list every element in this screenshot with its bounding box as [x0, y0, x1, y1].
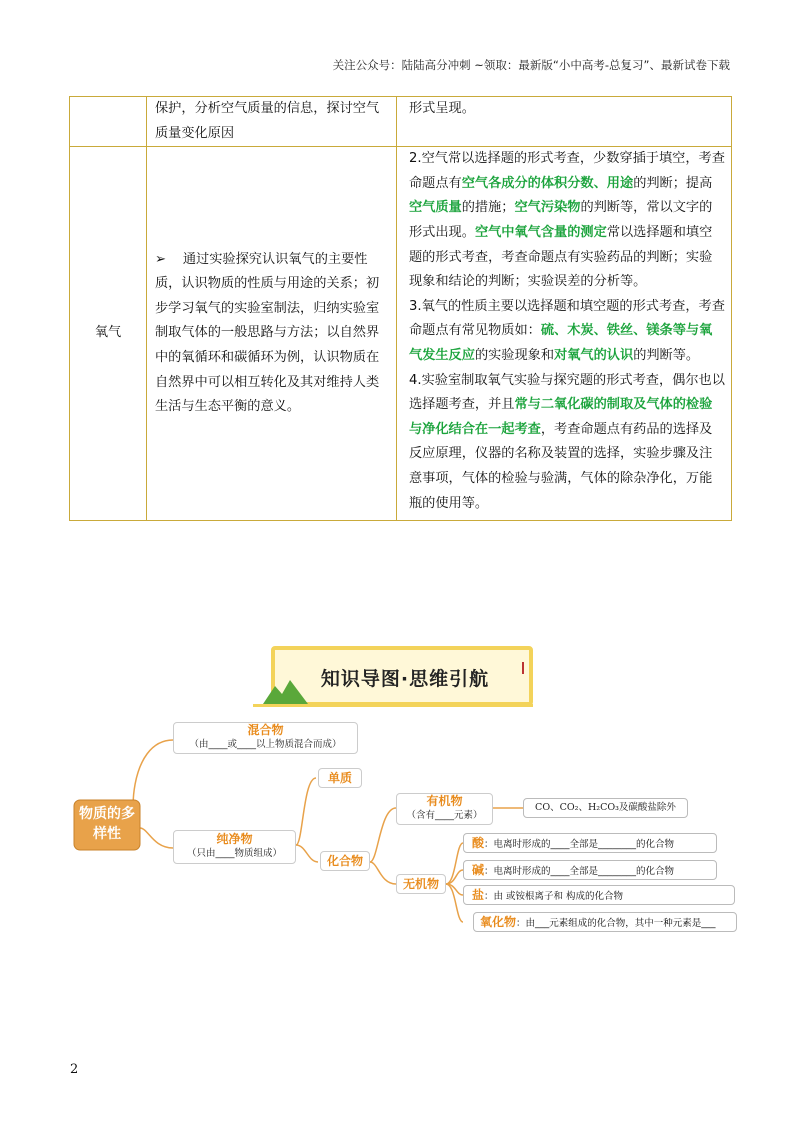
pure-substance-node: 纯净物 （只由____物质组成）: [173, 830, 296, 864]
organic-exclusion-note: CO、CO₂、H₂CO₃及碳酸盐除外: [523, 798, 688, 818]
exam-point-4: 4.实验室制取氧气实验与探究题的形式考查，偶尔也以选择题考查，并且常与二氧化碳的制取及气体的检验与净化结合在一起考查，考查命题点有药品的选择及反应原理，仪器的名称及装置的选择，实验步骤及注意事项，气体的检验与验满，气体的除杂净化，万能瓶的使用等。: [409, 372, 725, 511]
salt-node: 盐：由 或铵根离子和 构成的化合物: [463, 885, 735, 905]
exam-analysis-cell: [397, 147, 732, 521]
table-row: [70, 147, 732, 521]
exam-point-3: 3.氧气的性质主要以选择题和填空题的形式考查，考查命题点有常见物质如：硫、木炭、铁丝、镁条等与氧气发生反应的实验现象和对氧气的认识的判断等。: [409, 298, 725, 363]
topic-cell-empty: [70, 97, 147, 147]
exam-point-2: 2.空气常以选择题的形式考查，少数穿插于填空，考查命题点有空气各成分的体积分数、用途的判断；提高空气质量的措施；空气污染物的判断等，常以文字的形式出现。空气中氧气含量的测定常以选择题和填空题的形式考查，考查命题点有实验药品的判断；实验现象和结论的判断；实验误差的分析等。: [409, 151, 725, 290]
bullet-arrow-icon: ➢: [155, 251, 167, 267]
element-node: 单质: [318, 768, 362, 788]
requirement-cell: [147, 147, 397, 521]
exam-analysis-cell: 形式呈现。: [397, 97, 732, 147]
knowledge-mindmap: [68, 640, 740, 940]
mixture-node: 混合物 （由____或____以上物质混合而成）: [173, 722, 358, 754]
table-row: [70, 97, 732, 147]
requirement-cell: 保护，分析空气质量的信息，探讨空气质量变化原因: [147, 97, 397, 147]
page-header: 关注公众号：陆陆高分冲刺 ~领取：最新版“小中高考-总复习”、最新试卷下载: [332, 58, 730, 72]
curriculum-table: [69, 96, 732, 521]
acid-node: 酸：电离时形成的____全部是________的化合物: [463, 833, 717, 853]
requirement-text: 通过实验探究认识氧气的主要性质，认识物质的性质与用途的关系；初步学习氧气的实验室制法，归纳实验室制取气体的一般思路与方法；以自然界中的氧循环和碳循环为例，认识物质在自然界中可以相互转化及其对维持人类生活与生态平衡的意义。: [155, 251, 380, 415]
inorganic-node: 无机物: [396, 874, 446, 894]
mindmap-title: 知识导图·思维引航: [320, 668, 490, 690]
root-node: 物质的多样性: [79, 806, 135, 842]
base-node: 碱：电离时形成的____全部是________的化合物: [463, 860, 717, 880]
organic-node: 有机物 （含有____元素）: [396, 793, 493, 825]
topic-cell: 氧气: [70, 147, 147, 521]
page-number: 2: [70, 1062, 79, 1077]
oxide-node: 氧化物：由___元素组成的化合物，其中一种元素是___: [473, 912, 737, 932]
compound-node: 化合物: [320, 851, 370, 871]
